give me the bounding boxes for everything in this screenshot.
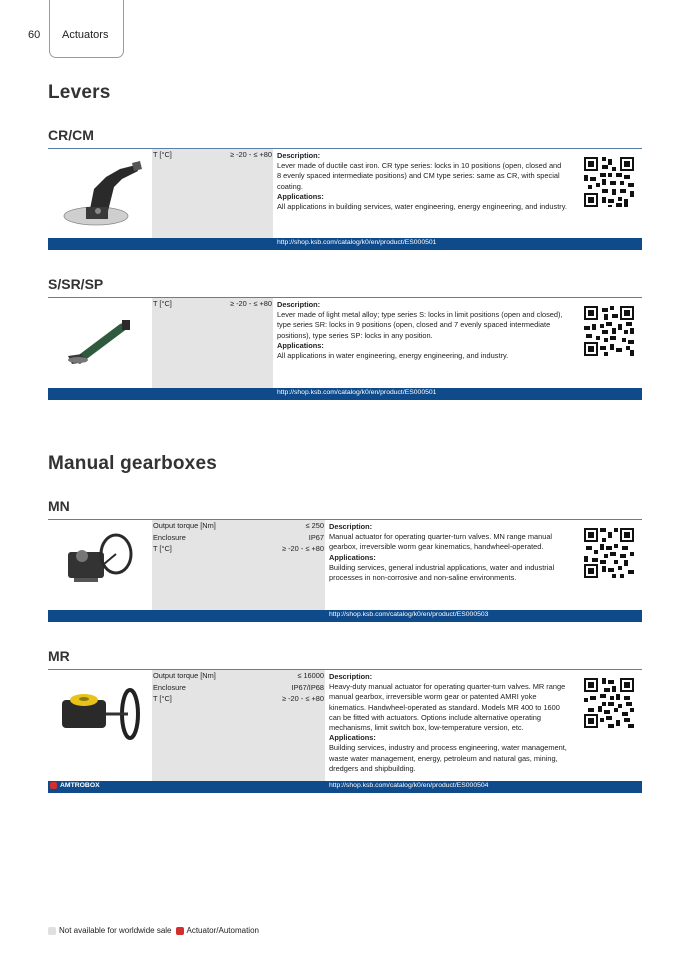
product-url-link[interactable]: http://shop.ksb.com/catalog/k0/en/product/ES000501 bbox=[277, 389, 437, 396]
product-url-link[interactable]: http://shop.ksb.com/catalog/k0/en/product/ES000501 bbox=[277, 239, 437, 246]
product-mr bbox=[48, 669, 642, 794]
spec-label: T [°C] bbox=[153, 150, 172, 159]
product-title-crcm: CR/CM bbox=[48, 127, 94, 143]
product-title-mn: MN bbox=[48, 498, 70, 514]
qr-code-icon[interactable] bbox=[584, 306, 634, 356]
product-url-link[interactable]: http://shop.ksb.com/catalog/k0/en/product/ES000503 bbox=[329, 611, 489, 618]
product-url-bar bbox=[48, 781, 642, 793]
description-label: Description: bbox=[329, 672, 373, 681]
page-number: 60 bbox=[28, 29, 41, 41]
applications-text: Building services, industry and process engineering, water management, waste water management, energy, petroleum and natural gas, mining, dredgers and shipbuilding. bbox=[329, 743, 567, 773]
product-description bbox=[277, 300, 567, 361]
spec-panel bbox=[152, 298, 273, 388]
description-text: Lever made of ductile cast iron. CR type series: locks in 10 positions (open, closed and 8 evenly spaced intermediate positions) and CM type series: same as CR, with special coating. bbox=[277, 161, 562, 191]
lever-ssrsp-image bbox=[48, 298, 152, 388]
product-url-bar bbox=[48, 238, 642, 250]
legend-not-available: Not available for worldwide sale bbox=[59, 926, 172, 935]
description-label: Description: bbox=[329, 522, 373, 531]
spec-value: ≥ -20 - ≤ +80 bbox=[229, 150, 272, 159]
product-mn bbox=[48, 519, 642, 623]
description-text: Heavy-duty manual actuator for operating quarter-turn valves. MR range manual gearbox, irreversible worm gear or patented AMRI yoke kinematics. Handwheel-operated as standard. Models MR 400 to 1600 can be fitted with actuators. Options include alternative operating mechanisms, limit switch box, low-temperature version, etc. bbox=[329, 682, 566, 733]
spec-row bbox=[152, 520, 325, 532]
applications-text: All applications in building services, water engineering, energy engineering, and industry. bbox=[277, 202, 567, 212]
automation-marker-icon bbox=[50, 782, 57, 789]
spec-value: ≥ -20 - ≤ +80 bbox=[281, 694, 324, 704]
applications-label: Applications: bbox=[329, 733, 376, 743]
applications-label: Applications: bbox=[329, 552, 376, 562]
product-title-ssrsp: S/SR/SP bbox=[48, 276, 104, 292]
product-crcm bbox=[48, 148, 642, 251]
description-label: Description: bbox=[277, 151, 321, 160]
gearbox-mn-image bbox=[48, 520, 152, 610]
spec-label: T [°C] bbox=[153, 299, 172, 308]
spec-label: Output torque [Nm] bbox=[153, 521, 216, 530]
spec-label: Output torque [Nm] bbox=[153, 671, 216, 680]
spec-panel bbox=[152, 149, 273, 238]
product-url-bar bbox=[48, 388, 642, 400]
product-description bbox=[329, 672, 569, 774]
spec-label: T [°C] bbox=[153, 694, 172, 704]
spec-row bbox=[152, 670, 325, 682]
spec-label: T [°C] bbox=[153, 544, 172, 554]
applications-text: All applications in water engineering, energy engineering, and industry. bbox=[277, 351, 509, 361]
lever-crcm-image bbox=[48, 149, 152, 238]
legend bbox=[48, 926, 259, 935]
amtrobox-label: AMTROBOX bbox=[60, 782, 100, 789]
qr-code-icon[interactable] bbox=[584, 528, 634, 578]
spec-row bbox=[152, 682, 325, 694]
spec-value: IP67/IP68 bbox=[291, 682, 324, 692]
applications-text: Building services, general industrial applications, water and industrial processes in non-corrosive and non-saline environments. bbox=[329, 562, 555, 583]
spec-row bbox=[152, 149, 273, 161]
spec-value: ≥ -20 - ≤ +80 bbox=[281, 544, 324, 554]
description-text: Manual actuator for operating quarter-turn valves. MN range manual gearbox, irreversible worm gear kinematics, handwheel-operated. bbox=[329, 532, 553, 552]
spec-label: Enclosure bbox=[153, 682, 186, 692]
description-text: Lever made of light metal alloy; type series S: locks in limit positions (open and closed), type series SR: locks in 9 positions (open, closed and 7 evenly spaced intermediate positions), type series SP: locks in any position. bbox=[277, 310, 563, 340]
product-url-link[interactable]: http://shop.ksb.com/catalog/k0/en/product/ES000504 bbox=[329, 782, 489, 789]
gearbox-mr-image bbox=[48, 670, 152, 781]
spec-row bbox=[152, 693, 325, 705]
product-url-bar bbox=[48, 610, 642, 622]
spec-row bbox=[152, 532, 325, 544]
applications-label: Applications: bbox=[277, 191, 324, 201]
amtrobox-tag bbox=[50, 782, 100, 789]
qr-code-icon[interactable] bbox=[584, 678, 634, 728]
product-title-mr: MR bbox=[48, 648, 70, 664]
automation-swatch-icon bbox=[176, 927, 184, 935]
spec-panel bbox=[152, 670, 325, 781]
description-label: Description: bbox=[277, 300, 321, 309]
spec-label: Enclosure bbox=[153, 532, 186, 542]
section-label: Actuators bbox=[62, 29, 109, 41]
legend-automation: Actuator/Automation bbox=[186, 926, 259, 935]
spec-row bbox=[152, 298, 273, 310]
section-title-levers: Levers bbox=[48, 82, 111, 103]
applications-label: Applications: bbox=[277, 340, 324, 350]
spec-value: ≥ -20 - ≤ +80 bbox=[229, 299, 272, 308]
section-title-gearboxes: Manual gearboxes bbox=[48, 453, 217, 474]
spec-panel bbox=[152, 520, 325, 610]
spec-value: ≤ 16000 bbox=[297, 671, 324, 680]
qr-code-icon[interactable] bbox=[584, 157, 634, 207]
product-description bbox=[329, 522, 569, 583]
product-description bbox=[277, 151, 567, 212]
spec-row bbox=[152, 543, 325, 555]
not-available-swatch-icon bbox=[48, 927, 56, 935]
spec-value: ≤ 250 bbox=[305, 521, 324, 530]
product-ssrsp bbox=[48, 297, 642, 401]
spec-value: IP67 bbox=[308, 532, 324, 542]
